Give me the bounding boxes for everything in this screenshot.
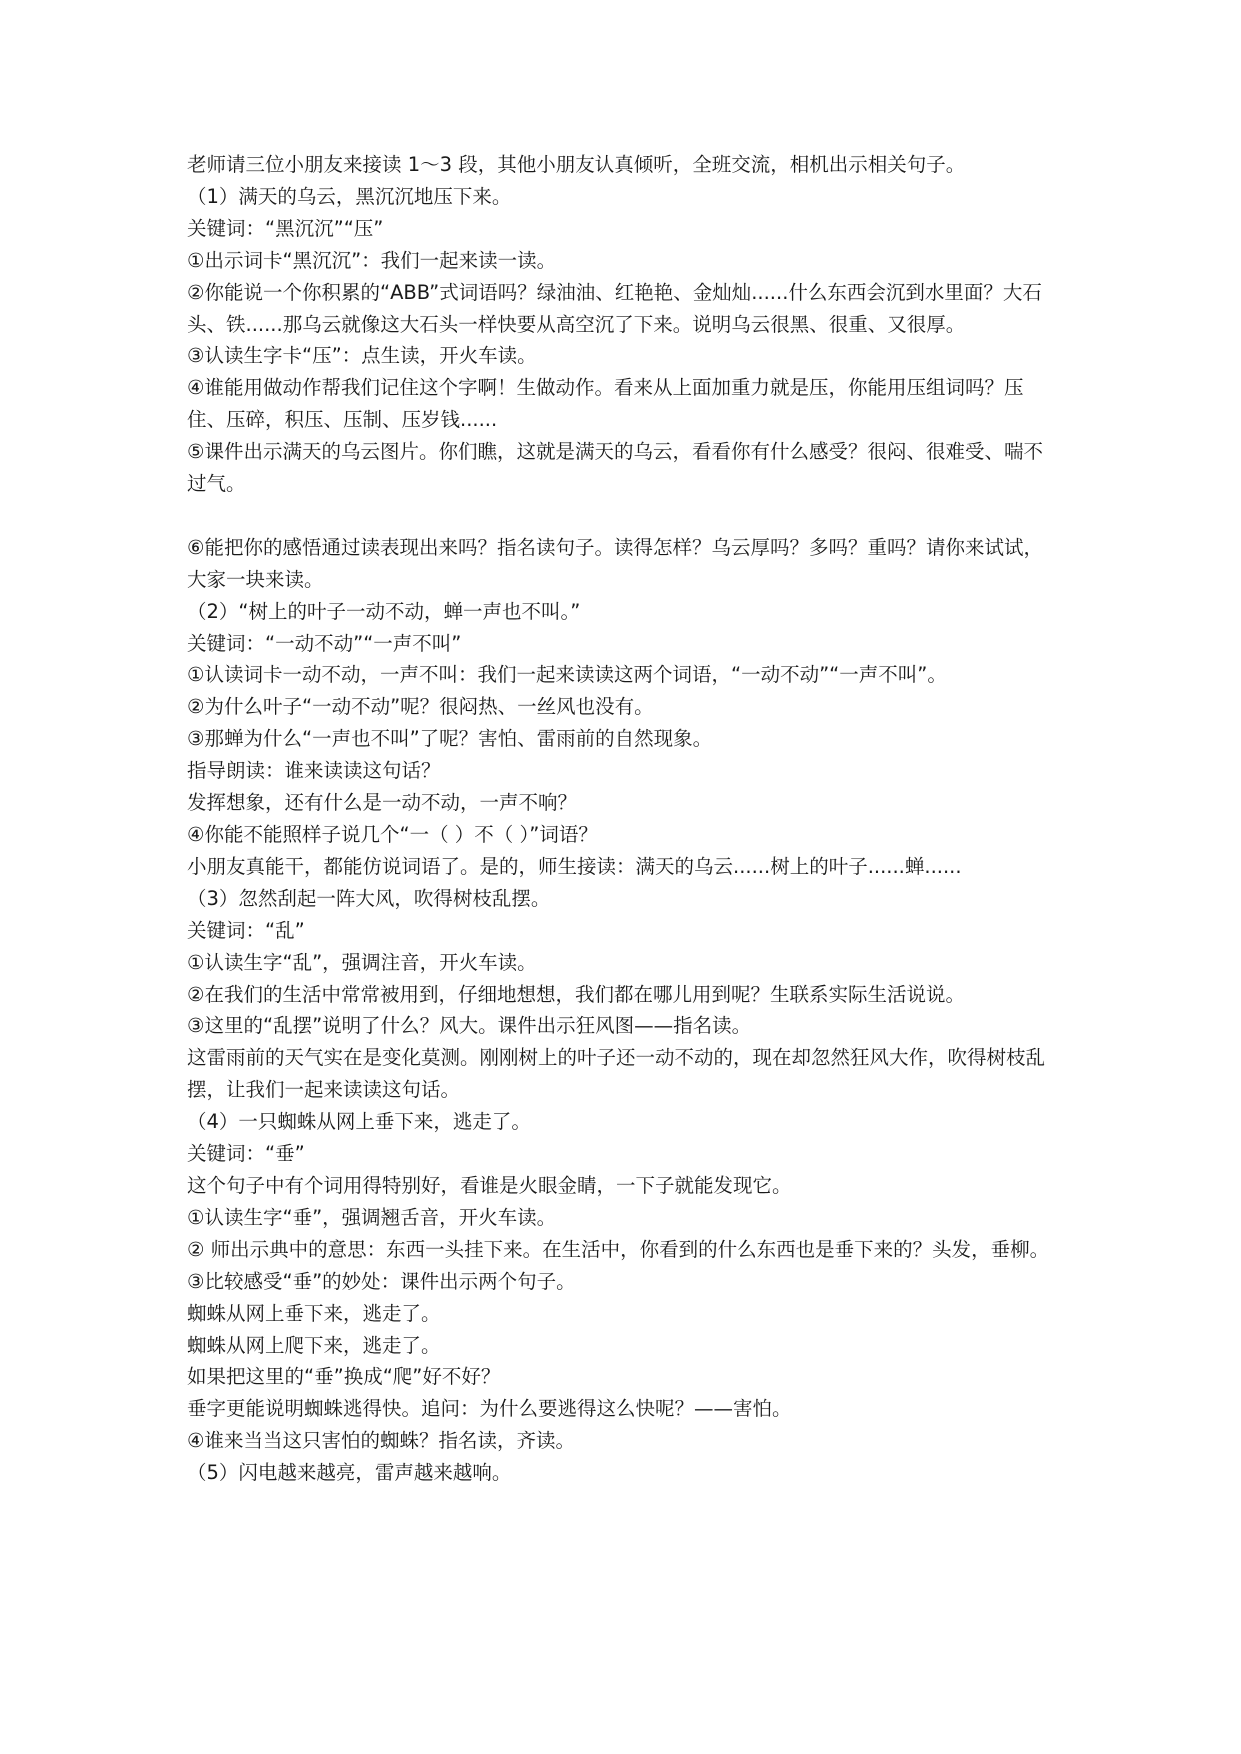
text-line: 指导朗读：谁来读读这句话？ <box>187 759 441 783</box>
text-line: 这个句子中有个词用得特别好，看谁是火眼金睛，一下子就能发现它。 <box>187 1173 792 1197</box>
text-line: 蜘蛛从网上垂下来，逃走了。 <box>187 1301 441 1325</box>
text-line: ⑥能把你的感悟通过读表现出来吗？指名读句子。读得怎样？乌云厚吗？多吗？重吗？请你来试试，大家一块来读。 <box>187 535 1043 591</box>
text-line: ②在我们的生活中常常被用到，仔细地想想，我们都在哪儿用到呢？生联系实际生活说说。 <box>187 982 965 1006</box>
text-line: 小朋友真能干，都能仿说词语了。是的，师生接读：满天的乌云......树上的叶子......蝉...... <box>187 854 962 878</box>
text-line: ③这里的“乱摆”说明了什么？风大。课件出示狂风图——指名读。 <box>187 1014 752 1038</box>
text-line: ①认读生字“乱”，强调注音，开火车读。 <box>187 950 537 974</box>
text-line: ③比较感受“垂”的妙处：课件出示两个句子。 <box>187 1269 576 1293</box>
text-line: ①出示词卡“黑沉沉”：我们一起来读一读。 <box>187 248 557 272</box>
text-line: ④你能不能照样子说几个“一（ ）不（ ）”词语？ <box>187 823 598 847</box>
text-line: 关键词：“乱” <box>187 918 305 942</box>
text-line: ②你能说一个你积累的“ABB”式词语吗？绿油油、红艳艳、金灿灿......什么东西会沉到水里面？大石头、铁......那乌云就像这大石头一样快要从高空沉了下来。说明乌云很黑、很重、又很厚。 <box>187 280 1042 336</box>
text-line: （3）忽然刮起一阵大风，吹得树枝乱摆。 <box>187 886 551 910</box>
document-body <box>187 149 1062 1489</box>
text-line: ③那蝉为什么“一声也不叫”了呢？害怕、雷雨前的自然现象。 <box>187 727 713 751</box>
text-line: 这雷雨前的天气实在是变化莫测。刚刚树上的叶子还一动不动的，现在却忽然狂风大作，吹得树枝乱摆，让我们一起来读读这句话。 <box>187 1046 1046 1102</box>
text-line: ②为什么叶子“一动不动”呢？很闷热、一丝风也没有。 <box>187 695 654 719</box>
blank-line <box>187 500 1062 532</box>
text-line: ④谁来当当这只害怕的蜘蛛？指名读，齐读。 <box>187 1429 575 1453</box>
text-line: 关键词：“黑沉沉”“压” <box>187 216 384 240</box>
text-line: ② 师出示典中的意思：东西一头挂下来。在生活中，你看到的什么东西也是垂下来的？头发，垂柳。 <box>187 1237 1050 1261</box>
text-line: 老师请三位小朋友来接读 1～3 段，其他小朋友认真倾听，全班交流，相机出示相关句子。 <box>187 153 966 176</box>
text-line: ④谁能用做动作帮我们记住这个字啊！生做动作。看来从上面加重力就是压，你能用压组词吗？压住、压碎，积压、压制、压岁钱...... <box>187 376 1024 432</box>
text-line: ①认读词卡一动不动，一声不叫：我们一起来读读这两个词语，“一动不动”“一声不叫”。 <box>187 663 947 687</box>
text-line: 如果把这里的“垂”换成“爬”好不好？ <box>187 1365 501 1389</box>
text-line: ⑤课件出示满天的乌云图片。你们瞧，这就是满天的乌云，看看你有什么感受？很闷、很难受、喘不过气。 <box>187 440 1043 496</box>
text-line: 垂字更能说明蜘蛛逃得快。追问：为什么要逃得这么快呢？——害怕。 <box>187 1397 792 1421</box>
text-line: （5）闪电越来越亮，雷声越来越响。 <box>187 1461 512 1485</box>
text-line: 关键词：“垂” <box>187 1142 305 1166</box>
text-line: 发挥想象，还有什么是一动不动，一声不响？ <box>187 791 578 815</box>
text-line: （2）“树上的叶子一动不动，蝉一声也不叫。” <box>187 599 581 623</box>
text-line: ①认读生字“垂”，强调翘舌音，开火车读。 <box>187 1205 557 1229</box>
text-line: ③认读生字卡“压”：点生读，开火车读。 <box>187 344 537 368</box>
text-line: 关键词：“一动不动”“一声不叫” <box>187 631 462 655</box>
text-line: （4）一只蜘蛛从网上垂下来，逃走了。 <box>187 1110 531 1134</box>
text-line: 蜘蛛从网上爬下来，逃走了。 <box>187 1333 441 1357</box>
text-line: （1）满天的乌云，黑沉沉地压下来。 <box>187 184 512 208</box>
